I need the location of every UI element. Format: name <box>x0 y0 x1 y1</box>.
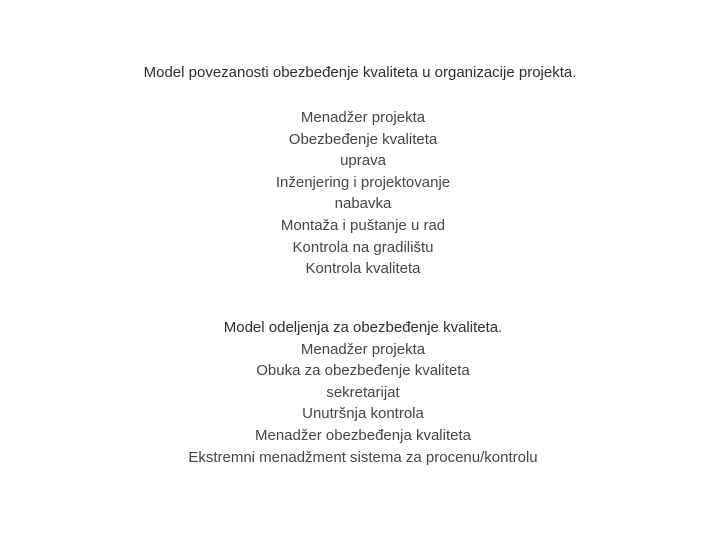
section2-item-project-manager: Menadžer projekta <box>300 340 426 358</box>
section1-item-project-manager: Menadžer projekta <box>300 109 426 126</box>
section2-item-qa-manager: Menadžer obezbeđenja kvaliteta <box>255 426 471 444</box>
section1-item-procurement: nabavka <box>334 195 392 213</box>
section2-item-qa-training: Obuka za obezbeđenje kvaliteta <box>256 362 470 380</box>
section2-title: Model odeljenja za obezbeđenje kvaliteta. <box>223 319 503 336</box>
section1-item-engineering-design: Inženjering i projektovanje <box>275 173 451 191</box>
section1-item-management: uprava <box>340 152 386 170</box>
section2-item-external-management: Ekstremni menadžment sistema za procenu/kontrolu <box>188 448 538 466</box>
section1-list <box>0 107 720 280</box>
section1-item-quality-control: Kontrola kvaliteta <box>305 260 421 278</box>
section2-item-secretariat: sekretarijat <box>326 383 400 401</box>
section2-block <box>0 317 720 468</box>
section1-item-site-control: Kontrola na gradilištu <box>292 238 434 256</box>
section2-item-internal-control: Unutršnja kontrola <box>302 405 424 423</box>
section1-item-quality-assurance: Obezbeđenje kvaliteta <box>288 130 438 148</box>
section1-title: Model povezanosti obezbeđenje kvaliteta u organizacije projekta. <box>143 64 577 81</box>
section1-item-installation-commissioning: Montaža i puštanje u rad <box>280 216 446 234</box>
